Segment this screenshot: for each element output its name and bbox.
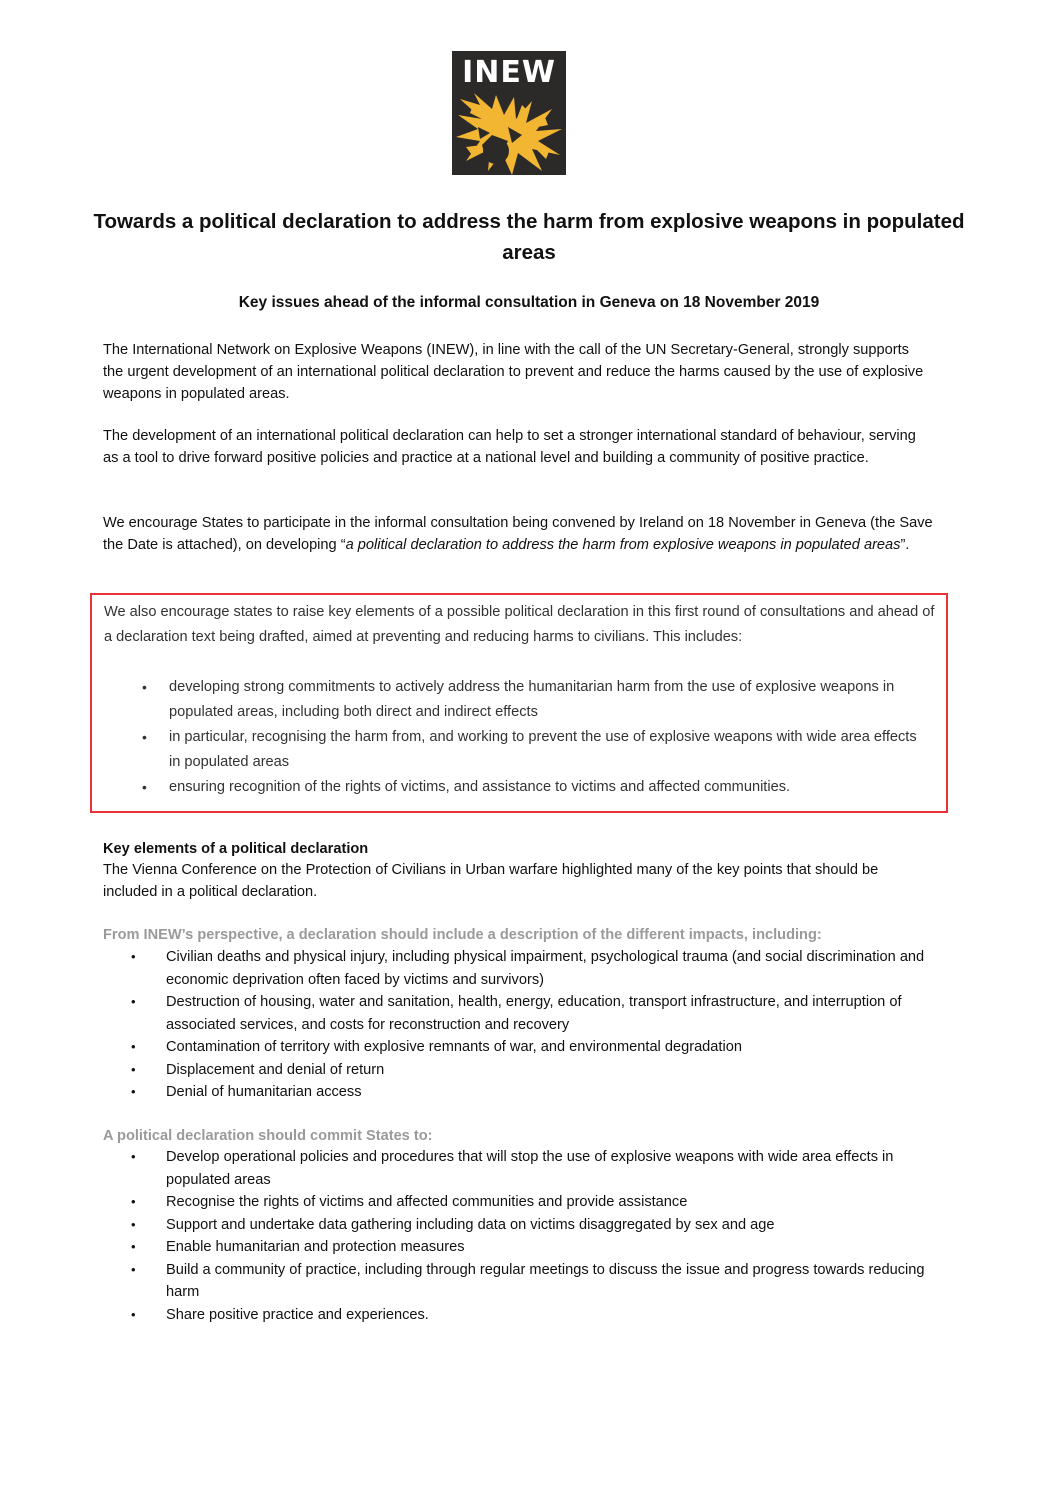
perspective-heading: From INEW’s perspective, a declaration should include a description of the different impacts, including: xyxy=(103,927,822,943)
encourage-quote: a political declaration to address the harm from explosive weapons in populated areas xyxy=(345,537,901,553)
list-item xyxy=(0,946,926,991)
list-item-text: Denial of humanitarian access xyxy=(166,1084,362,1100)
key-elements-heading: Key elements of a political declaration xyxy=(103,841,369,857)
list-item xyxy=(0,1059,926,1082)
bullet-icon: • xyxy=(131,1039,136,1054)
logo-text: INEW xyxy=(462,55,556,90)
bullet-icon: • xyxy=(142,679,147,695)
explosion-icon xyxy=(452,91,566,175)
list-item xyxy=(92,775,948,800)
bullet-icon: • xyxy=(131,1084,136,1099)
list-item xyxy=(0,1214,926,1237)
list-item-text: Displacement and denial of return xyxy=(166,1061,385,1078)
document-title: Towards a political declaration to address the harm from explosive weapons in populated areas xyxy=(93,210,965,264)
encourage-text: We encourage States to participate in the informal consultation being convened by Ireland on 18 November in Geneva (the Save the Date is attached), on developing “ xyxy=(103,515,933,553)
list-item-text: Support and undertake data gathering including data on victims disaggregated by sex and age xyxy=(166,1216,775,1233)
list-item-text: ensuring recognition of the rights of victims, and assistance to victims and affected communities. xyxy=(169,779,791,795)
encourage-text-end: ”. xyxy=(900,537,910,553)
development-paragraph: The development of an international political declaration can help to set a stronger international standard of behaviour, serving as a tool to drive forward positive policies and practice at a national level and building a community of positive practice. xyxy=(103,428,916,466)
list-item xyxy=(0,1191,926,1214)
impacts-list xyxy=(0,946,1000,1104)
callout-intro: We also encourage states to raise key elements of a possible political declaration in this first round of consultations and ahead of a declaration text being drafted, aimed at preventing and reducing harms to civilians. This includes: xyxy=(104,604,935,645)
list-item xyxy=(0,1146,926,1191)
vienna-paragraph: The Vienna Conference on the Protection of Civilians in Urban warfare highlighted many of the key points that should be included in a political declaration. xyxy=(103,862,879,900)
list-item-text: Contamination of territory with explosive remnants of war, and environmental degradation xyxy=(166,1039,742,1055)
commitments-heading: A political declaration should commit States to: xyxy=(103,1128,433,1144)
bullet-icon: • xyxy=(131,994,136,1009)
bullet-icon: • xyxy=(131,949,136,964)
bullet-icon: • xyxy=(131,1216,136,1232)
list-item-text: developing strong commitments to actively address the humanitarian harm from the use of explosive weapons in populated areas, including both direct and indirect effects xyxy=(169,679,895,720)
inew-logo xyxy=(452,51,566,175)
list-item xyxy=(0,1081,926,1104)
list-item xyxy=(92,725,948,775)
bullet-icon: • xyxy=(131,1239,136,1254)
list-item-text: Civilian deaths and physical injury, including physical impairment, psychological trauma (and social discrimination and economic deprivation often faced by victims and survivors) xyxy=(166,949,925,988)
list-item-text: in particular, recognising the harm from, and working to prevent the use of explosive weapons with wide area effects in populated areas xyxy=(169,729,917,770)
document-subtitle: Key issues ahead of the informal consultation in Geneva on 18 November 2019 xyxy=(238,294,820,311)
bullet-icon: • xyxy=(142,729,147,745)
list-item xyxy=(0,1236,926,1259)
list-item xyxy=(0,1036,926,1059)
callout-box xyxy=(90,593,948,813)
bullet-icon: • xyxy=(131,1194,136,1209)
list-item-text: Enable humanitarian and protection measures xyxy=(166,1239,465,1255)
list-item xyxy=(0,1304,926,1327)
list-item-text: Recognise the rights of victims and affected communities and provide assistance xyxy=(166,1194,688,1210)
list-item-text: Share positive practice and experiences. xyxy=(166,1306,429,1323)
bullet-icon: • xyxy=(131,1149,136,1164)
list-item-text: Develop operational policies and procedures that will stop the use of explosive weapons with wide area effects in populated areas xyxy=(166,1149,894,1188)
bullet-icon: • xyxy=(131,1261,136,1277)
list-item xyxy=(92,675,948,725)
list-item-text: Destruction of housing, water and sanitation, health, energy, education, transport infrastructure, and interruption of associated services, and costs for reconstruction and recovery xyxy=(166,994,902,1033)
bullet-icon: • xyxy=(131,1306,136,1322)
bullet-icon: • xyxy=(142,779,147,795)
encourage-paragraph xyxy=(103,512,933,556)
callout-list xyxy=(92,675,948,800)
list-item-text: Build a community of practice, including through regular meetings to discuss the issue and progress towards reducing harm xyxy=(166,1261,925,1300)
commitments-list xyxy=(0,1146,1000,1326)
bullet-icon: • xyxy=(131,1061,136,1077)
intro-paragraph: The International Network on Explosive Weapons (INEW), in line with the call of the UN Secretary-General, strongly supports the urgent development of an international political declaration to prevent and reduce the harms caused by the use of explosive weapons in populated areas. xyxy=(103,342,924,402)
list-item xyxy=(0,1259,926,1304)
list-item xyxy=(0,991,926,1036)
